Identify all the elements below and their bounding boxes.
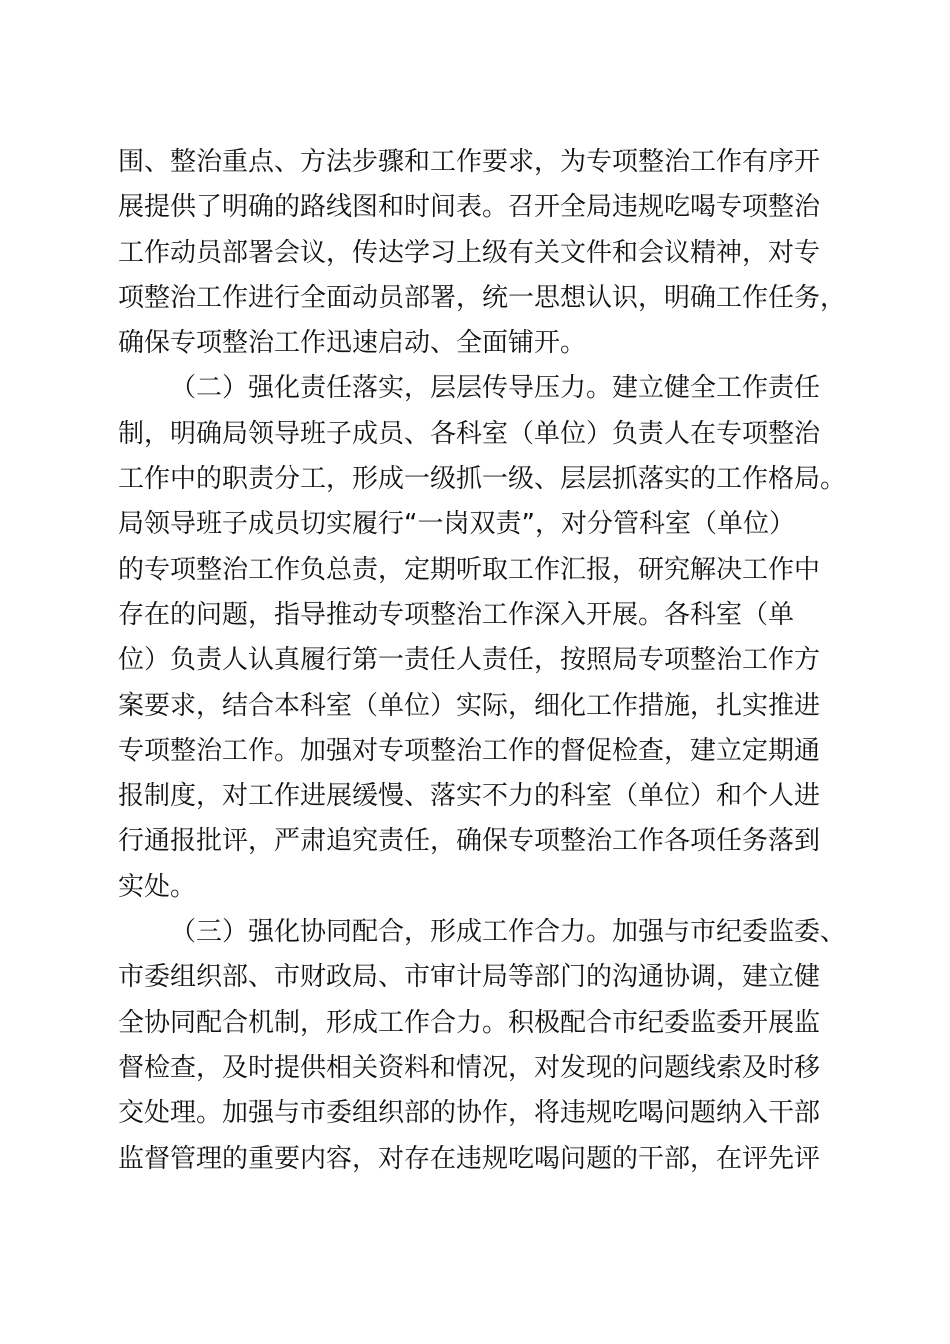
text-line: 市委组织部、市财政局、市审计局等部门的沟通协调，建立健 xyxy=(118,962,821,993)
text-line: 交处理。加强与市委组织部的协作，将违规吃喝问题纳入干部 xyxy=(118,1098,821,1129)
text-line: 的专项整治工作负总责，定期听取工作汇报，研究解决工作中 xyxy=(118,554,821,585)
section-heading-line: （三）强化协同配合，形成工作合力。加强与市纪委监委、 xyxy=(170,917,847,948)
text-line: 制，明确局领导班子成员、各科室（单位）负责人在专项整治 xyxy=(118,418,821,449)
text-line: 确保专项整治工作迅速启动、全面铺开。 xyxy=(118,328,587,359)
text-line: 行通报批评，严肃追究责任，确保专项整治工作各项任务落到 xyxy=(118,826,821,857)
text-line: 局领导班子成员切实履行“一岗双责”，对分管科室（单位） xyxy=(118,509,795,540)
text-line: 工作动员部署会议，传达学习上级有关文件和会议精神，对专 xyxy=(118,237,821,268)
text-line: 位）负责人认真履行第一责任人责任，按照局专项整治工作方 xyxy=(118,645,821,676)
text-line: 实处。 xyxy=(118,871,197,902)
text-line: 监督管理的重要内容，对存在违规吃喝问题的干部，在评先评 xyxy=(118,1143,821,1174)
text-line: 项整治工作进行全面动员部署，统一思想认识，明确工作任务， xyxy=(118,282,847,313)
text-line: 案要求，结合本科室（单位）实际，细化工作措施，扎实推进 xyxy=(118,690,821,721)
text-line: 存在的问题，指导推动专项整治工作深入开展。各科室（单 xyxy=(118,599,795,630)
text-line: 报制度，对工作进展缓慢、落实不力的科室（单位）和个人进 xyxy=(118,781,821,812)
text-line: 围、整治重点、方法步骤和工作要求，为专项整治工作有序开 xyxy=(118,147,821,177)
text-line: 展提供了明确的路线图和时间表。召开全局违规吃喝专项整治 xyxy=(118,192,821,223)
text-line: 专项整治工作。加强对专项整治工作的督促检查，建立定期通 xyxy=(118,735,821,766)
section-heading-line: （二）强化责任落实，层层传导压力。建立健全工作责任 xyxy=(170,373,821,404)
text-line: 督检查，及时提供相关资料和情况，对发现的问题线索及时移 xyxy=(118,1052,821,1083)
text-line: 全协同配合机制，形成工作合力。积极配合市纪委监委开展监 xyxy=(118,1007,821,1038)
text-line: 工作中的职责分工，形成一级抓一级、层层抓落实的工作格局。 xyxy=(118,464,847,495)
body-text xyxy=(118,140,847,1182)
